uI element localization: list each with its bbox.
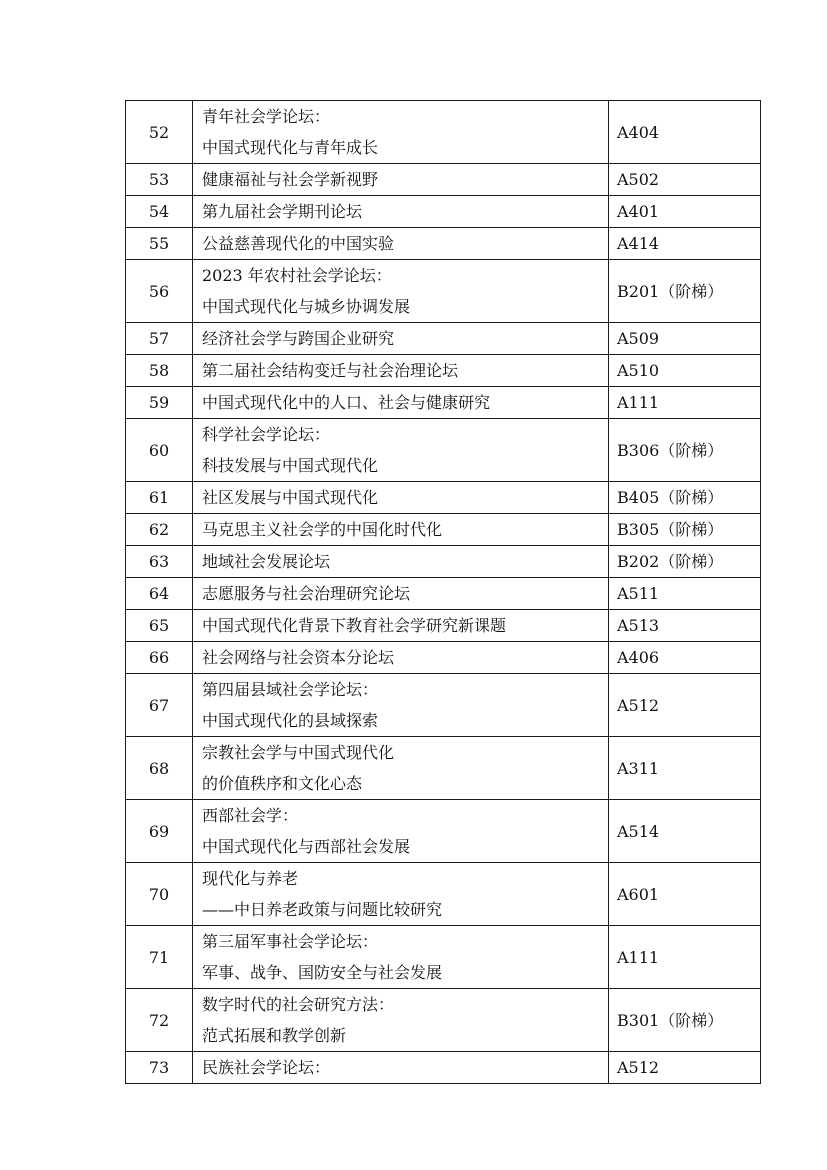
row-number: 55 xyxy=(126,228,193,260)
row-number: 72 xyxy=(126,989,193,1052)
room-location: A406 xyxy=(609,642,761,674)
room-location: B201（阶梯） xyxy=(609,260,761,323)
row-number: 68 xyxy=(126,737,193,800)
row-number: 53 xyxy=(126,164,193,196)
room-location: A511 xyxy=(609,578,761,610)
forum-title-line: 中国式现代化的县域探索 xyxy=(202,711,379,730)
forum-title xyxy=(193,101,609,164)
forum-title xyxy=(193,926,609,989)
forum-title-line: 数字时代的社会研究方法： xyxy=(202,995,395,1014)
row-number: 62 xyxy=(126,514,193,546)
row-number: 60 xyxy=(126,419,193,482)
room-location: B202（阶梯） xyxy=(609,546,761,578)
forum-title-line: ——中日养老政策与问题比较研究 xyxy=(202,900,443,919)
forum-title-line: 中国式现代化中的人口、社会与健康研究 xyxy=(202,393,491,412)
table-body xyxy=(126,101,761,1084)
table-row xyxy=(126,1052,761,1084)
room-location: A601 xyxy=(609,863,761,926)
table-row xyxy=(126,164,761,196)
room-location: A111 xyxy=(609,926,761,989)
forum-title xyxy=(193,578,609,610)
forum-title-line: 志愿服务与社会治理研究论坛 xyxy=(202,584,411,603)
row-number: 57 xyxy=(126,323,193,355)
forum-title-line: 公益慈善现代化的中国实验 xyxy=(202,234,395,253)
forum-title-line: 第四届县域社会学论坛： xyxy=(202,680,379,699)
row-number: 61 xyxy=(126,482,193,514)
table-row xyxy=(126,355,761,387)
forum-title-line: 宗教社会学与中国式现代化 xyxy=(202,743,395,762)
room-location: A513 xyxy=(609,610,761,642)
row-number: 66 xyxy=(126,642,193,674)
forum-title-line: 中国式现代化与青年成长 xyxy=(202,138,379,157)
row-number: 58 xyxy=(126,355,193,387)
forum-title xyxy=(193,863,609,926)
forum-title xyxy=(193,674,609,737)
room-location: A514 xyxy=(609,800,761,863)
forum-title xyxy=(193,387,609,419)
forum-title-line: 军事、战争、国防安全与社会发展 xyxy=(202,963,443,982)
forum-title xyxy=(193,610,609,642)
room-location: A111 xyxy=(609,387,761,419)
row-number: 73 xyxy=(126,1052,193,1084)
forum-title-line: 地域社会发展论坛 xyxy=(202,552,331,571)
row-number: 59 xyxy=(126,387,193,419)
room-location: A311 xyxy=(609,737,761,800)
room-location: A512 xyxy=(609,1052,761,1084)
forum-title-line: 西部社会学： xyxy=(202,806,299,825)
forum-title xyxy=(193,228,609,260)
forum-title xyxy=(193,323,609,355)
table-row xyxy=(126,419,761,482)
room-location: A404 xyxy=(609,101,761,164)
row-number: 63 xyxy=(126,546,193,578)
forum-title-line: 中国式现代化与城乡协调发展 xyxy=(202,297,411,316)
row-number: 54 xyxy=(126,196,193,228)
table-row xyxy=(126,514,761,546)
forum-title xyxy=(193,800,609,863)
room-location: A509 xyxy=(609,323,761,355)
table-row xyxy=(126,800,761,863)
table-row xyxy=(126,482,761,514)
room-location: A502 xyxy=(609,164,761,196)
forum-title xyxy=(193,482,609,514)
forum-title-line: 第二届社会结构变迁与社会治理论坛 xyxy=(202,361,459,380)
forum-title xyxy=(193,355,609,387)
forum-schedule-table xyxy=(125,100,761,1084)
table-row xyxy=(126,546,761,578)
row-number: 52 xyxy=(126,101,193,164)
table-row xyxy=(126,737,761,800)
table-row xyxy=(126,610,761,642)
forum-title xyxy=(193,989,609,1052)
forum-title-line: 现代化与养老 xyxy=(202,869,299,888)
row-number: 71 xyxy=(126,926,193,989)
forum-title-line: 社会网络与社会资本分论坛 xyxy=(202,648,395,667)
room-location: B301（阶梯） xyxy=(609,989,761,1052)
table-row xyxy=(126,989,761,1052)
forum-title xyxy=(193,514,609,546)
table-row xyxy=(126,323,761,355)
table-row xyxy=(126,578,761,610)
forum-title-line: 社区发展与中国式现代化 xyxy=(202,488,379,507)
table-row xyxy=(126,387,761,419)
forum-title-line: 健康福祉与社会学新视野 xyxy=(202,170,379,189)
room-location: B305（阶梯） xyxy=(609,514,761,546)
forum-title-line: 民族社会学论坛： xyxy=(202,1058,331,1077)
forum-title-line: 经济社会学与跨国企业研究 xyxy=(202,329,395,348)
row-number: 56 xyxy=(126,260,193,323)
forum-title-line: 第三届军事社会学论坛： xyxy=(202,932,379,951)
room-location: A510 xyxy=(609,355,761,387)
room-location: B306（阶梯） xyxy=(609,419,761,482)
table-row xyxy=(126,228,761,260)
forum-title xyxy=(193,642,609,674)
room-location: A512 xyxy=(609,674,761,737)
forum-title-line: 第九届社会学期刊论坛 xyxy=(202,202,363,221)
row-number: 70 xyxy=(126,863,193,926)
forum-title xyxy=(193,546,609,578)
forum-title-line: 中国式现代化与西部社会发展 xyxy=(202,837,411,856)
forum-title-line: 马克思主义社会学的中国化时代化 xyxy=(202,520,443,539)
row-number: 67 xyxy=(126,674,193,737)
room-location: B405（阶梯） xyxy=(609,482,761,514)
room-location: A401 xyxy=(609,196,761,228)
forum-title xyxy=(193,260,609,323)
table-row xyxy=(126,926,761,989)
row-number: 64 xyxy=(126,578,193,610)
forum-title xyxy=(193,1052,609,1084)
table-row xyxy=(126,260,761,323)
forum-title-line: 范式拓展和教学创新 xyxy=(202,1026,347,1045)
forum-title-line: 科学社会学论坛： xyxy=(202,425,331,444)
forum-title-line: 青年社会学论坛： xyxy=(202,107,331,126)
forum-title-line: 2023 年农村社会学论坛： xyxy=(202,266,392,285)
table-row xyxy=(126,674,761,737)
forum-title-line: 中国式现代化背景下教育社会学研究新课题 xyxy=(202,616,507,635)
room-location: A414 xyxy=(609,228,761,260)
table-row xyxy=(126,863,761,926)
table-row xyxy=(126,196,761,228)
forum-title-line: 的价值秩序和文化心态 xyxy=(202,774,363,793)
forum-title-line: 科技发展与中国式现代化 xyxy=(202,456,379,475)
row-number: 65 xyxy=(126,610,193,642)
forum-title xyxy=(193,419,609,482)
table-row xyxy=(126,642,761,674)
forum-title xyxy=(193,737,609,800)
forum-title xyxy=(193,196,609,228)
table-row xyxy=(126,101,761,164)
row-number: 69 xyxy=(126,800,193,863)
forum-title xyxy=(193,164,609,196)
